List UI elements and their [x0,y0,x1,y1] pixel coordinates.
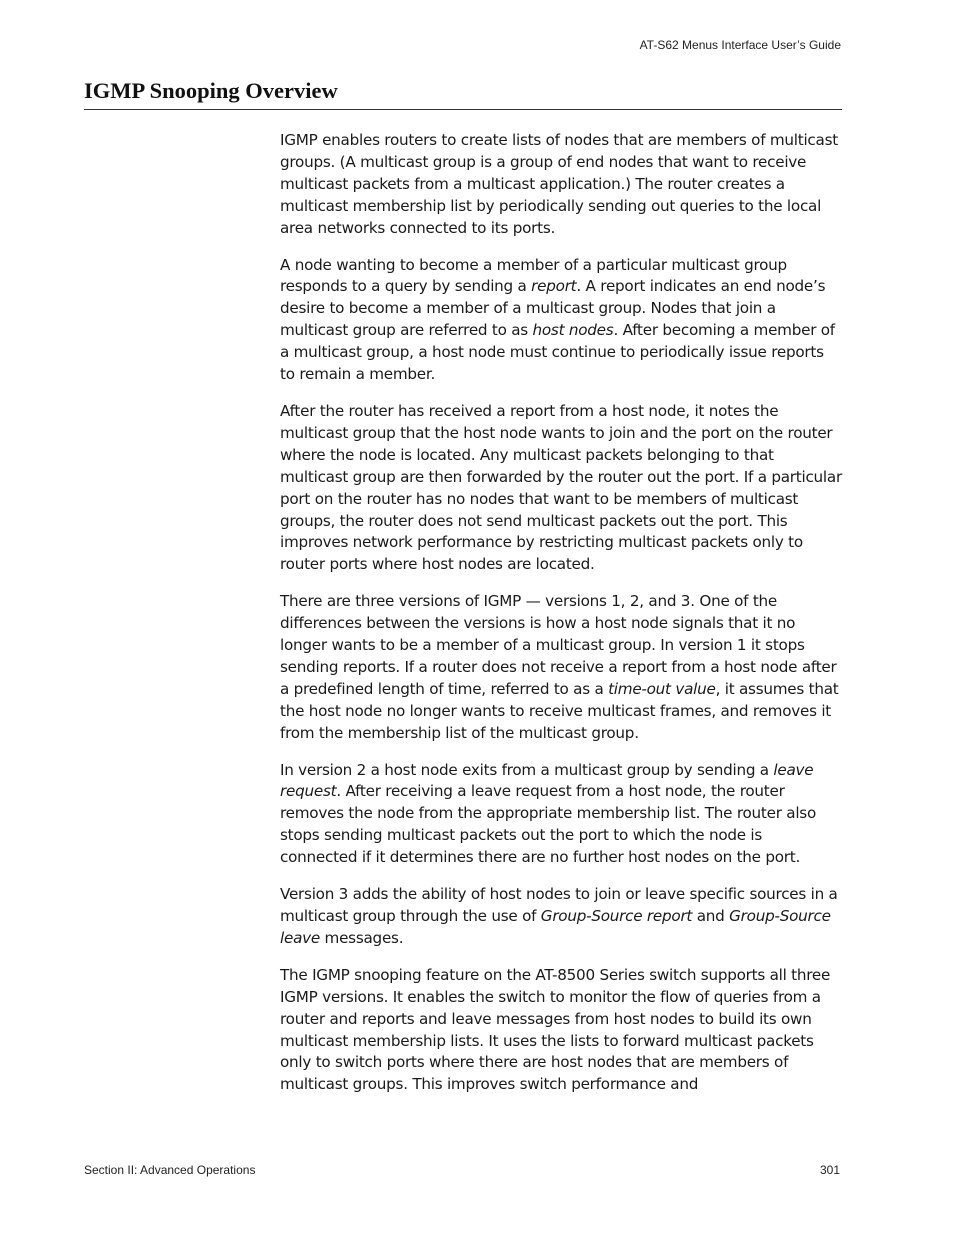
paragraph-text: . A report indicates an end node’s desire to become a member of a multicast group. Nodes that join a multicast group are referred to as [280,277,826,340]
paragraph-text: The IGMP snooping feature on the AT-8500 Series switch supports all three IGMP versions. It enables the switch to monitor the flow of queries from a router and reports and leave messages from host nodes to build its own multicast membership lists. It uses the lists to forward multicast packets only to switch ports where there are host nodes that are members of multicast groups. This improves switch performance and [280,965,831,1094]
emphasized-term: leave request [280,760,814,801]
paragraph-text: messages. [319,928,404,947]
paragraph-text: IGMP enables routers to create lists of nodes that are members of multicast groups. (A multicast group is a group of end nodes that want to receive multicast packets from a multicast application.) The router creates a multicast membership list by periodically sending out queries to the local area networks connected to its ports. [280,131,838,237]
body-paragraph [280,401,842,576]
paragraph-text: . After becoming a member of a multicast group, a host node must continue to periodically issue reports to remain a member. [280,321,835,384]
emphasized-term: host nodes [532,321,614,340]
paragraph-text: Version 3 adds the ability of host nodes to join or leave specific sources in a multicast group through the use of [280,885,838,925]
paragraph-text: , it assumes that the host node no longer wants to receive multicast frames, and removes it from the membership list of the multicast group. [280,679,839,742]
body-paragraph [280,130,842,240]
footer-section-label: Section II: Advanced Operations [84,1163,256,1177]
emphasized-term: report [531,277,577,296]
running-header: AT-S62 Menus Interface User’s Guide [639,38,841,52]
paragraph-text: . After receiving a leave request from a host node, the router removes the node from the appropriate membership list. The router also stops sending multicast packets out the port to which the node is connected if it determines there are no further host nodes on the port. [280,782,816,867]
body-paragraph [280,884,842,950]
section-title: IGMP Snooping Overview [84,78,338,103]
emphasized-term: time-out value [608,679,716,698]
body-paragraph [280,255,842,386]
footer-page-number: 301 [819,1163,840,1177]
title-rule [84,109,842,110]
paragraph-text: In version 2 a host node exits from a multicast group by sending a [280,760,774,779]
body-paragraph [280,965,842,1096]
paragraph-text: and [692,907,730,925]
emphasized-term: Group-Source leave [280,907,831,947]
paragraph-text: There are three versions of IGMP — versions 1, 2, and 3. One of the differences between the versions is how a host node signals that it no longer wants to be a member of a multicast group. In version 1 it stops sending reports. If a router does not receive a report from a host node after a predefined length of time, referred to as a [280,592,837,698]
paragraph-text: After the router has received a report from a host node, it notes the multicast group that the host node wants to join and the port on the router where the node is located. Any multicast packets belonging to that multicast group are then forwarded by the router out the port. If a particular port on the router has no nodes that want to be members of multicast groups, the router does not send multicast packets out the port. This improves network performance by restricting multicast packets only to router ports where host nodes are located. [280,401,842,574]
paragraph-text: A node wanting to become a member of a particular multicast group responds to a query by sending a [280,255,787,296]
body-text [280,130,842,1111]
emphasized-term: Group-Source report [540,907,693,925]
body-paragraph [280,591,842,744]
body-paragraph [280,760,842,870]
